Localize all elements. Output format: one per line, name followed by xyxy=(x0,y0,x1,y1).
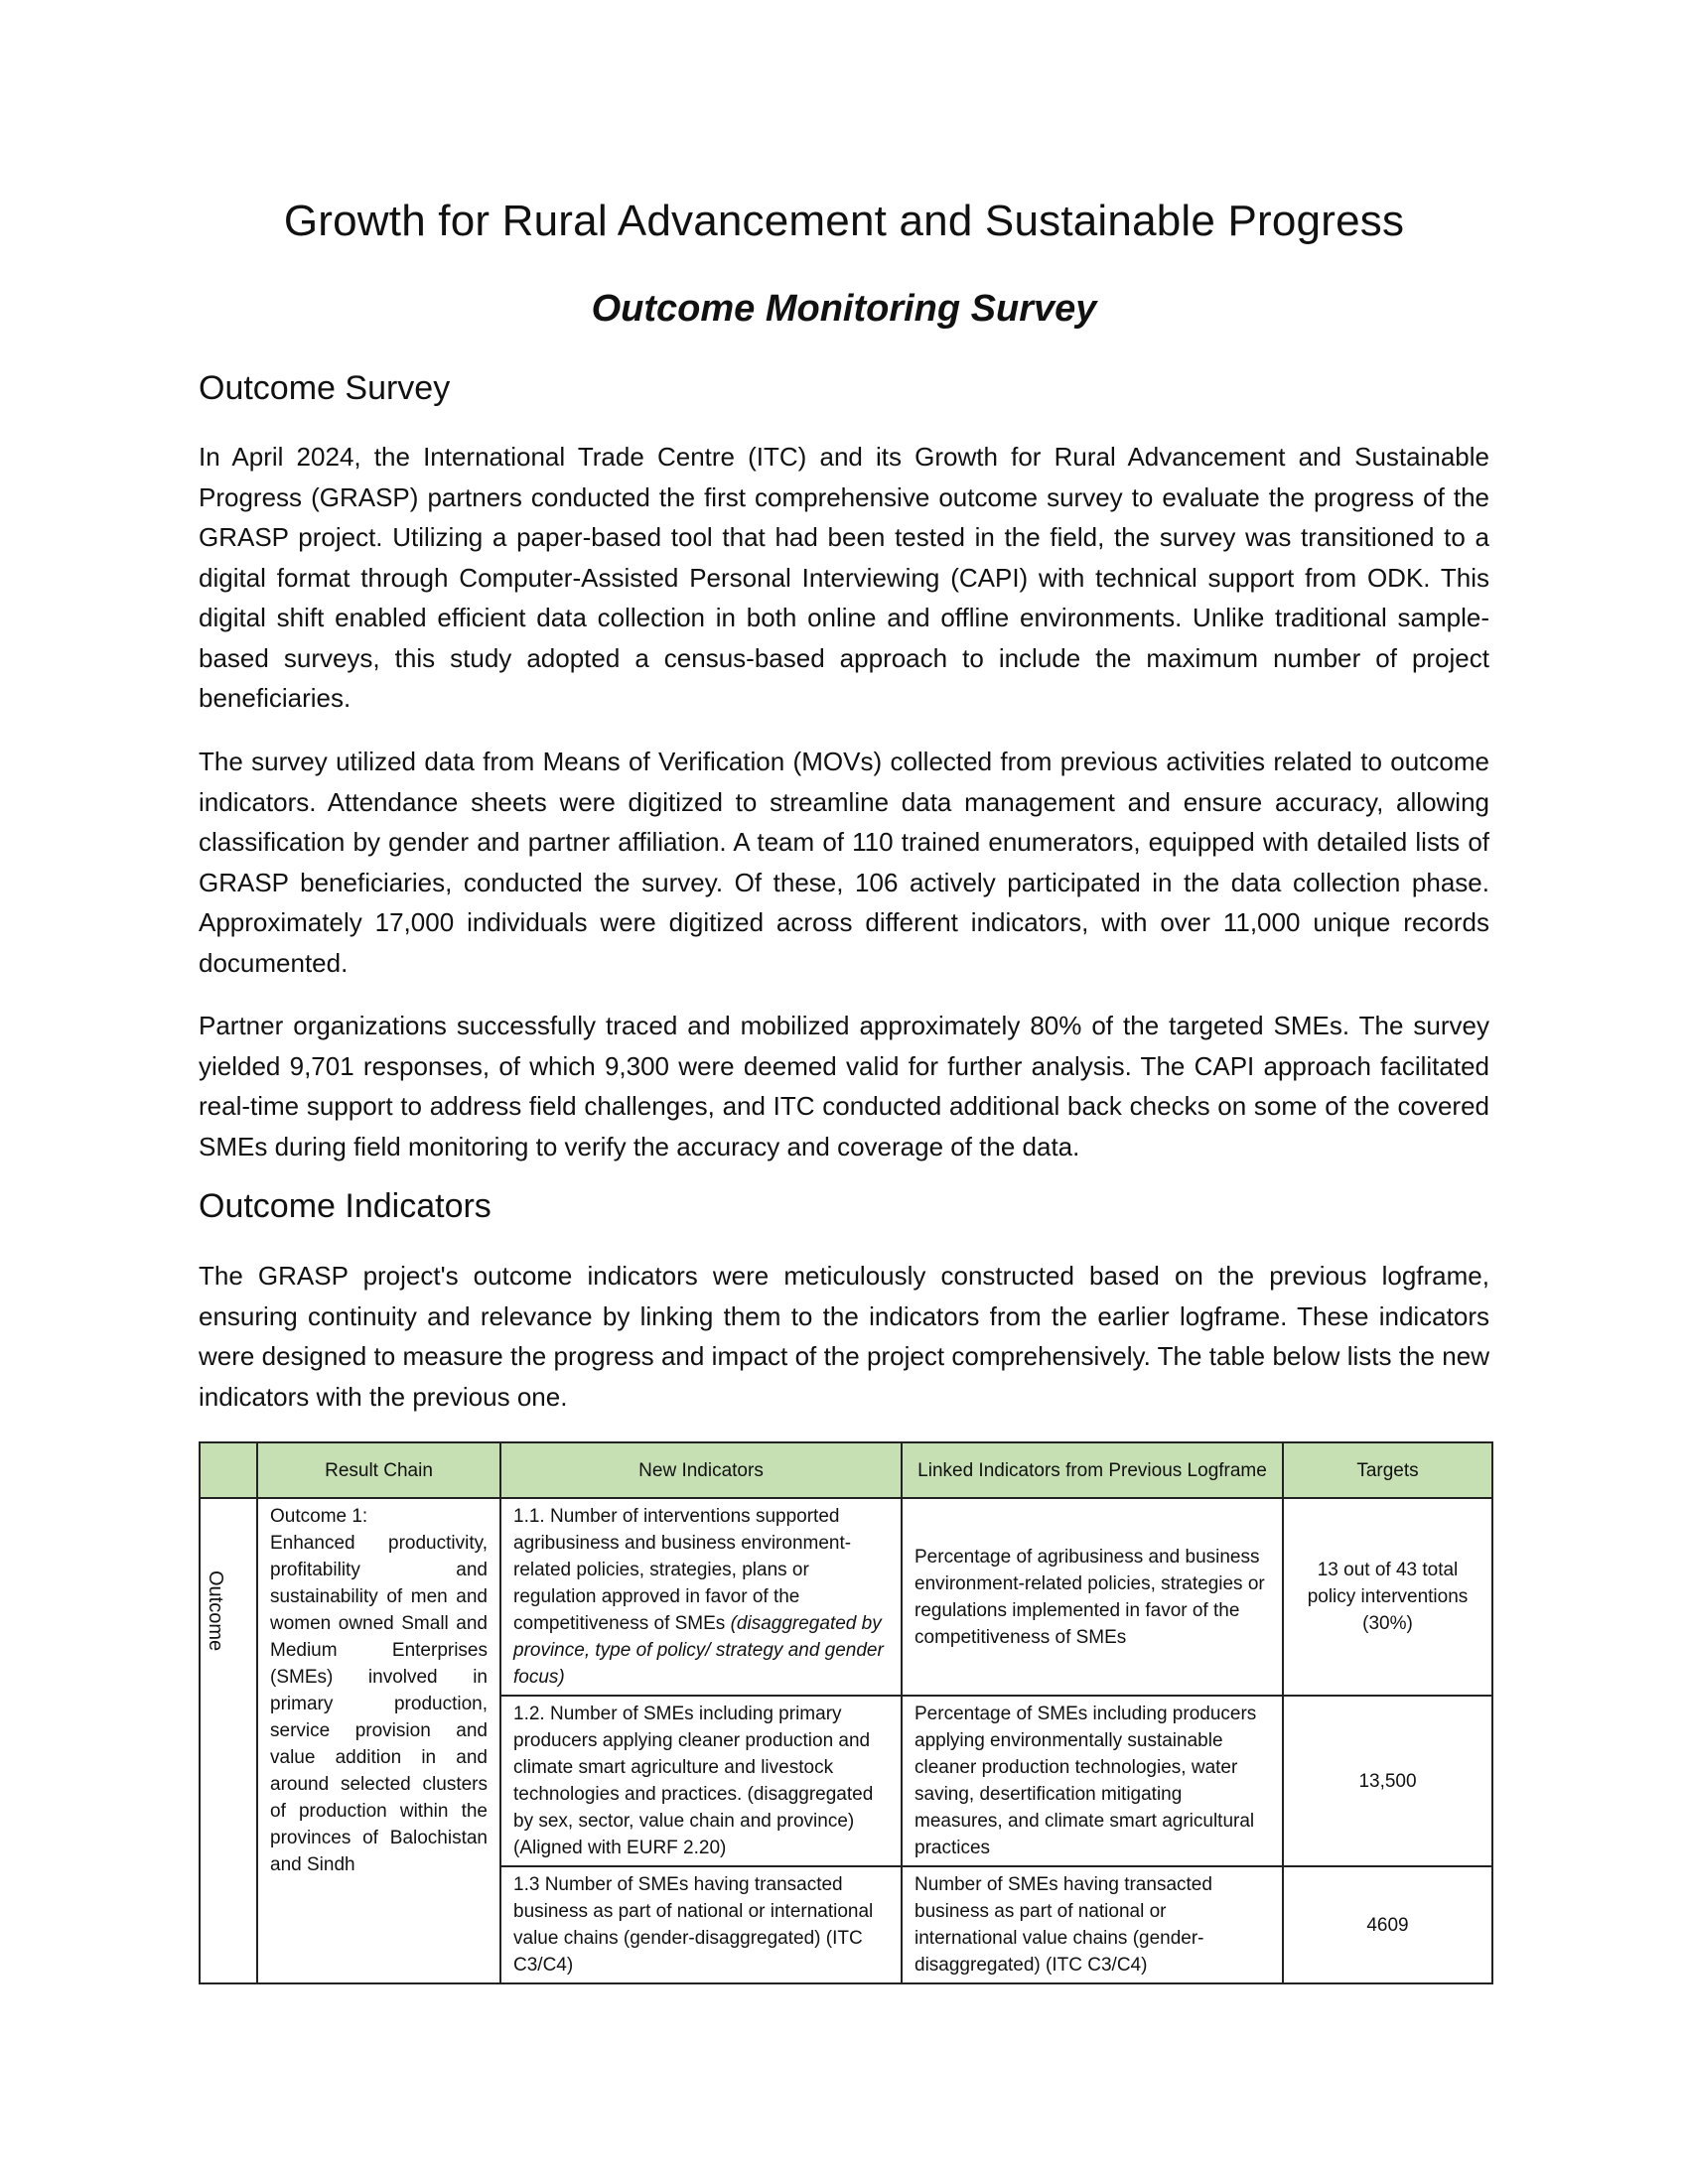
new-indicator-text: 1.3 Number of SMEs having transacted business as part of national or international value chains (gender-disaggregated) (ITC C3/C4) xyxy=(513,1874,874,1976)
side-label-outcome: Outcome xyxy=(205,1570,226,1652)
paragraph-survey-data: The survey utilized data from Means of Verification (MOVs) collected from previous activities related to outcome indicators. Attendance sheets were digitized to streamline data management and ensure accuracy, allowing classification by gender and partner affiliation. A team of 110 trained enumerators, equipped with detailed lists of GRASP beneficiaries, conducted the survey. Of these, 106 actively participated in the data collection phase. Approximately 17,000 individuals were digitized across different indicators, with over 11,000 unique records documented. xyxy=(199,747,1489,978)
document-title: Growth for Rural Advancement and Sustainable Progress xyxy=(283,197,1405,245)
linked-indicator-cell xyxy=(902,1498,1283,1696)
paragraph-survey-intro: In April 2024, the International Trade Centre (ITC) and its Growth for Rural Advancement and Sustainable Progress (GRASP) partners conducted the first comprehensive outcome survey to evaluate the progress of the GRASP project. Utilizing a paper-based tool that had been tested in the field, the survey was transitioned to a digital format through Computer-Assisted Personal Interviewing (CAPI) with technical support from ODK. This digital shift enabled efficient data collection in both online and offline environments. Unlike traditional sample-based surveys, this study adopted a census-based approach to include the maximum number of project beneficiaries. xyxy=(199,442,1489,713)
table-row xyxy=(200,1498,1492,1696)
heading-outcome-survey: Outcome Survey xyxy=(199,369,451,407)
paragraph-indicators-intro: The GRASP project's outcome indicators were meticulously constructed based on the previous logframe, ensuring continuity and relevance by linking them to the indicators from the earlier logframe. These indicators were designed to measure the progress and impact of the project comprehensively. The table below lists the new indicators with the previous one. xyxy=(199,1261,1489,1412)
linked-indicator-text: Percentage of agribusiness and business environment-related policies, strategies or regulations implemented in favor of the competitiveness of SMEs xyxy=(914,1546,1265,1648)
target-value: 13 out of 43 total policy interventions (30%) xyxy=(1307,1560,1469,1634)
new-indicator-cell xyxy=(500,1866,902,1983)
heading-outcome-indicators: Outcome Indicators xyxy=(199,1187,492,1225)
header-targets: Targets xyxy=(1283,1442,1492,1498)
new-indicator-disaggregation: (disaggregated by province, type of policy/ strategy and gender focus) xyxy=(513,1613,884,1688)
header-result-chain: Result Chain xyxy=(257,1442,500,1498)
header-linked-indicators: Linked Indicators from Previous Logframe xyxy=(902,1442,1283,1498)
target-value: 13,500 xyxy=(1358,1770,1417,1792)
linked-indicator-cell xyxy=(902,1866,1283,1983)
target-cell xyxy=(1283,1866,1492,1983)
side-label-cell xyxy=(200,1498,257,1983)
target-cell xyxy=(1283,1696,1492,1866)
linked-indicator-text: Percentage of SMEs including producers applying environmentally sustainable cleaner production technologies, water saving, desertification mitigating measures, and climate smart agricultural practices xyxy=(914,1704,1257,1858)
new-indicator-text: 1.1. Number of interventions supported agribusiness and business environment-related policies, strategies, plans or regulation approved in favor of the competitiveness of SMEs xyxy=(513,1506,852,1634)
table-header-row xyxy=(200,1442,1492,1498)
target-cell xyxy=(1283,1498,1492,1696)
result-chain-title: Outcome 1: xyxy=(270,1506,368,1527)
result-chain-text: Enhanced productivity, profitability and sustainability of men and women owned Small and Medium Enterprises (SMEs) involved in primary production, service provision and value addition in and around selected clusters of production within the provinces of Balochistan and Sindh xyxy=(270,1533,488,1875)
header-blank xyxy=(200,1442,257,1498)
new-indicator-cell xyxy=(500,1696,902,1866)
new-indicator-text: 1.2. Number of SMEs including primary producers applying cleaner production and climate smart agriculture and livestock technologies and practices. (disaggregated by sex, sector, value chain and province) (Aligned with EURF 2.20) xyxy=(513,1704,874,1858)
result-chain-cell xyxy=(257,1498,500,1983)
indicators-table xyxy=(199,1441,1493,1984)
paragraph-survey-partners: Partner organizations successfully traced and mobilized approximately 80% of the targeted SMEs. The survey yielded 9,701 responses, of which 9,300 were deemed valid for further analysis. The CAPI approach facilitated real-time support to address field challenges, and ITC conducted additional back checks on some of the covered SMEs during field monitoring to verify the accuracy and coverage of the data. xyxy=(199,1011,1489,1161)
target-value: 4609 xyxy=(1366,1914,1409,1936)
linked-indicator-text: Number of SMEs having transacted business as part of national or international value chains (gender-disaggregated) (ITC C3/C4) xyxy=(914,1874,1212,1976)
document-subtitle: Outcome Monitoring Survey xyxy=(591,288,1097,330)
header-new-indicators: New Indicators xyxy=(500,1442,902,1498)
new-indicator-cell xyxy=(500,1498,902,1696)
linked-indicator-cell xyxy=(902,1696,1283,1866)
